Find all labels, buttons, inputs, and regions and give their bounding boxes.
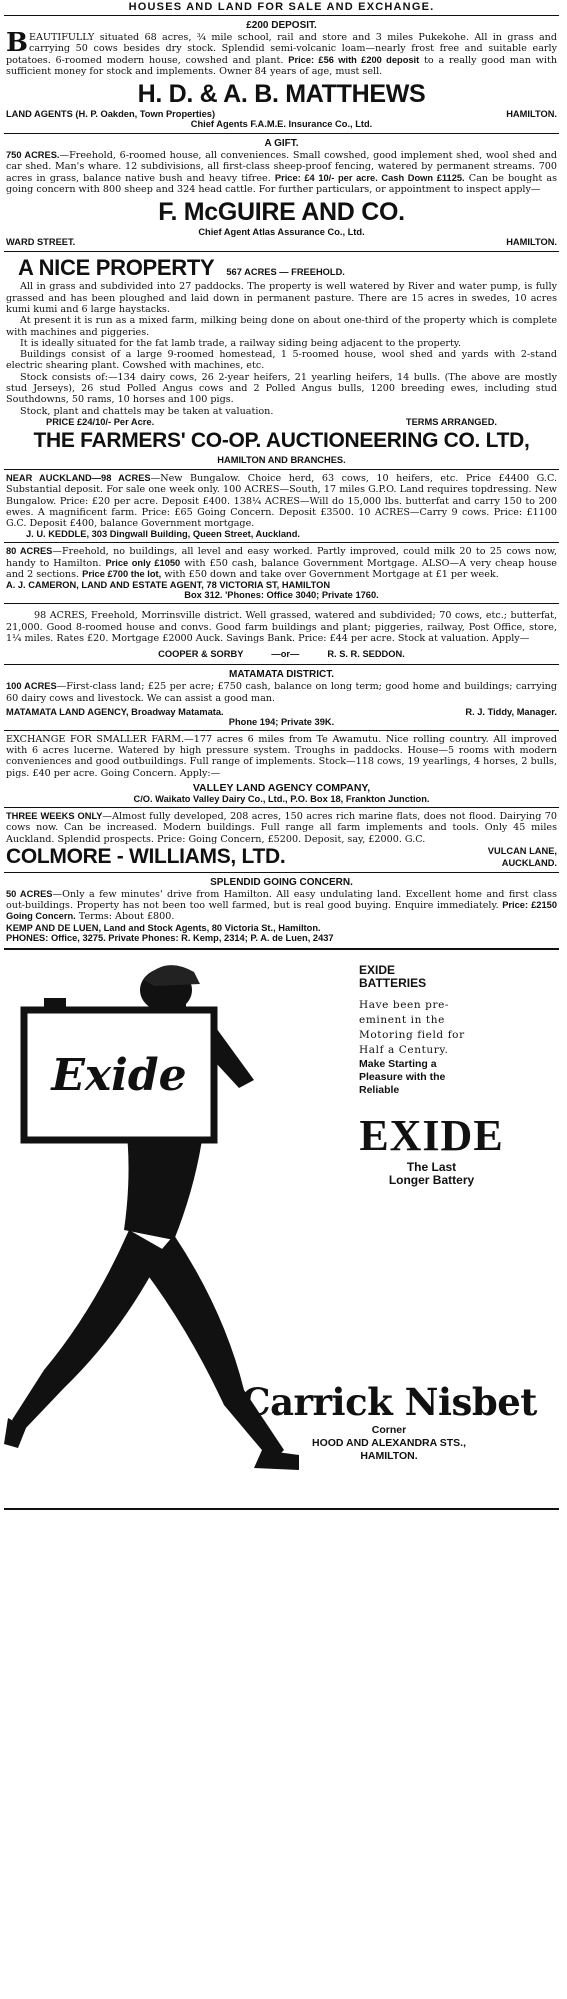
ad-price: Price: £4 10/- per acre. Cash Down £1125. xyxy=(274,172,465,183)
ad-para: It is ideally situated for the fat lamb trade, a railway siding being adjacent to the property. xyxy=(20,337,462,349)
ad-farmers-coop xyxy=(4,252,559,470)
ad-cooper-sorby xyxy=(4,604,559,665)
ad-body: EXCHANGE FOR SMALLER FARM.—177 acres 6 miles from Te Awamutu. Nice rolling country. All improved with 6 acres lucerne. Watered by high pressure system. Troughs in paddocks. House—5 rooms with modern conveniences and good outbuildings. Full range of implements. Stock—118 cows, 19 yearlings, 4 horses, 2 bulls, pigs. £40 per acre. Going Concern. Apply:— xyxy=(6,733,557,779)
agent-sub: Chief Agent Atlas Assurance Co., Ltd. xyxy=(198,227,365,238)
dealer-name: Carrick Nisbet xyxy=(241,1379,537,1424)
ad-para: All in grass and subdivided into 27 paddocks. The property is well watered by River and water pump, is fully grassed and has been ploughed and laid down in permanent pasture. There are 15 acres in swedes, 10 acres kumi kumi and 6 large haystacks. xyxy=(6,281,557,315)
ad-cameron xyxy=(4,543,559,604)
exide-plain-2: eminent in the xyxy=(359,1013,445,1026)
ad-exide xyxy=(4,948,559,1510)
agent-line: J. U. KEDDLE, 303 Dingwall Building, Queen Street, Auckland. xyxy=(26,529,300,540)
dealer-address: HOOD AND ALEXANDRA STS., xyxy=(311,1436,466,1449)
ad-body: NEAR AUCKLAND—98 ACRES—New Bungalow. Choice herd, 63 cows, 10 heifers, etc. Price £4400 G.C. Substantial deposit. For sale one week only. 100 ACRES—South, 17 miles G.P.O. Land requires topdressing. New Bungalow. Price: £20 per acre. Deposit £400. 138¼ ACRES—Will do 15,000 lbs. butterfat and carry 150 to 200 ewes. A magnificent farm. Price: £65 Going Concern. Deposit £3500. 10 ACRES—Carry 9 cows. Price: £1100 G.C. Deposit £400, balance Government mortgage. xyxy=(6,472,557,530)
ad-headline: £200 DEPOSIT. xyxy=(246,20,317,31)
ad-valley-land xyxy=(4,731,559,808)
section-title: HOUSES AND LAND FOR SALE AND EXCHANGE. xyxy=(4,0,559,16)
phones-line: Box 312. 'Phones: Office 3040; Private 1760. xyxy=(184,590,379,601)
dealer-block xyxy=(219,1380,559,1463)
ad-colmore-williams xyxy=(4,808,559,873)
ad-body: 50 ACRES—Only a few minutes' drive from Hamilton. All easy undulating land. Excellent home and first class out-buildings. Property has not been too well farmed, but is real good buying. Enquire immediately. Price: £2150 Going Concern. Terms: About £800. xyxy=(6,888,557,923)
exide-bold-2: Pleasure with the xyxy=(359,1070,446,1083)
ad-para: Stock, plant and chattels may be taken at valuation. xyxy=(20,405,274,417)
exide-plain-3: Motoring field for xyxy=(359,1028,465,1041)
firm-name: COLMORE - WILLIAMS, LTD. xyxy=(6,844,286,868)
ad-headline: MATAMATA DISTRICT. xyxy=(229,669,334,681)
exide-bold-1: Make Starting a xyxy=(359,1057,437,1070)
exide-bold-3: Reliable xyxy=(359,1083,400,1096)
agent-row: LAND AGENTS (H. P. Oakden, Town Properties) HAMILTON. xyxy=(6,109,557,120)
exide-tagline-2: Longer Battery xyxy=(388,1172,475,1187)
agent-row: WARD STREET. HAMILTON. xyxy=(6,237,557,248)
dealer-corner: Corner xyxy=(371,1423,407,1436)
agent-line: A. J. CAMERON, LAND AND ESTATE AGENT, 78 VICTORIA ST, HAMILTON xyxy=(6,580,331,591)
agent-row: MATAMATA LAND AGENCY, Broadway Matamata. R. J. Tiddy, Manager. xyxy=(6,706,557,717)
firm-name: F. McGUIRE AND CO. xyxy=(158,198,405,227)
ad-matamata xyxy=(4,665,559,731)
ad-price: Price: £56 with £200 deposit xyxy=(288,54,420,65)
agent-sub: HAMILTON AND BRANCHES. xyxy=(217,454,346,465)
agent-sub: Chief Agents F.A.M.E. Insurance Co., Ltd. xyxy=(190,119,373,130)
ad-headline: SPLENDID GOING CONCERN. xyxy=(210,876,353,888)
firm-address: VULCAN LANE, AUCKLAND. xyxy=(487,845,557,868)
ad-kemp-de-luen xyxy=(4,873,559,946)
exide-heading-2: BATTERIES xyxy=(359,975,427,990)
firm-name: VALLEY LAND AGENCY COMPANY, xyxy=(192,781,371,794)
phones-line: Phone 194; Private 39K. xyxy=(228,716,335,727)
exide-brand: EXIDE xyxy=(359,1110,504,1160)
firm-name: H. D. & A. B. MATTHEWS xyxy=(137,80,426,109)
firm-row xyxy=(6,845,557,869)
battery-terminal xyxy=(44,998,66,1012)
ad-para: Buildings consist of a large 9-roomed homestead, 1 5-roomed house, wool shed and yards with 2-stand electric shearing plant. Cowshed with machines, etc. xyxy=(6,349,557,372)
ad-body: 750 ACRES.—Freehold, 6-roomed house, all conveniences. Small cowshed, good implement shed, wool shed and car shed. Man's whare. 12 subdivisions, all first-class sheep-proof fencing, watered by permanent streams. 700 acres in grass, balance native bush and heavy tifree. Price: £4 10/- per acre. Cash Down £1125. Can be bought as going concern with 800 sheep and 324 head cattle. For further particulars, or appointment to inspect apply— xyxy=(6,150,558,196)
ad-body: 80 ACRES—Freehold, no buildings, all level and easy worked. Partly improved, could milk 20 to 25 cows now, handy to Hamilton. Price only £1050 with £50 cash, balance Government Mortgage. ALSO—A very cheap house and 2 sections. Price £700 the lot, with £50 down and take over Government Mortgage at £1 per week. xyxy=(6,546,558,581)
ad-title: A NICE PROPERTY xyxy=(18,255,215,281)
runner-cap xyxy=(144,965,200,986)
ad-headline: A GIFT. xyxy=(264,138,299,150)
agents-row: COOPER & SORBY —or— R. S. R. SEDDON. xyxy=(158,649,405,660)
agent-sub: C/O. Waikato Valley Dairy Co., Ltd., P.O. Box 18, Frankton Junction. xyxy=(133,793,430,804)
exide-plain-4: Half a Century. xyxy=(359,1043,449,1056)
ad-body: 98 ACRES, Freehold, Morrinsville district. Well grassed, watered and subdivided; 70 cows, etc.; butterfat, 21,000. Good 8-roomed house and convs. Good farm buildings and plant; piggeries, railway, Post Office, store, 1¼ miles. Rates £20. Mortgage £2000 Auck. Savings Bank. Price: £44 per acre. Stock at valuation. Apply— xyxy=(6,610,557,644)
firm-name: THE FARMERS' CO-OP. AUCTIONEERING CO. LTD, xyxy=(33,428,530,452)
ad-mcguire xyxy=(4,134,559,252)
exide-plain-1: Have been pre- xyxy=(359,998,450,1011)
battery-terminal xyxy=(164,998,186,1012)
exide-tagline-1: The Last xyxy=(406,1159,457,1174)
price-row: PRICE £24/10/- Per Acre. TERMS ARRANGED. xyxy=(46,416,497,427)
ad-para: At present it is run as a mixed farm, milking being done on about one-third of the property which is complete with machines and piggeries. xyxy=(6,315,557,338)
agent-line: KEMP AND DE LUEN, Land and Stock Agents, 80 Victoria St., Hamilton. xyxy=(6,922,321,933)
newspaper-page xyxy=(4,0,559,1510)
dealer-town: HAMILTON. xyxy=(360,1449,418,1462)
exide-copy xyxy=(304,964,559,1187)
drop-cap: B xyxy=(6,28,28,58)
ad-para: Stock consists of:—134 dairy cows, 26 2-year heifers, 21 yearling heifers, 14 bulls. (The above are mostly stud Jerseys), 26 stud Polled Angus cows and 2 Polled Angus bulls, 1200 breeding ewes, including stud Southdowns, 50 rams, 10 horses and 100 pigs. xyxy=(6,371,557,406)
runner-leg-back xyxy=(12,1230,164,1430)
ad-subtitle: 567 ACRES — FREEHOLD. xyxy=(226,267,345,278)
ad-body: 100 ACRES—First-class land; £25 per acre; £750 cash, balance on long term; good home and buildings; carrying 60 dairy cows and livestock. We can assist a good man. xyxy=(6,681,557,704)
exide-logo: Exide xyxy=(51,1049,187,1101)
ad-matthews xyxy=(4,16,559,134)
exide-heading: EXIDE xyxy=(359,962,396,977)
phones-line: PHONES: Office, 3275. Private Phones: R. Kemp, 2314; P. A. de Luen, 2437 xyxy=(6,932,334,943)
ad-body: BEAUTIFULLY situated 68 acres, ¾ mile school, rail and store and 3 miles Pukekohe. All in grass and carrying 50 cows besides dry stock. Splendid semi-volcanic loam—nearly frost free and suitable early potatoes. 6-roomed modern house, cowshed and plant. Price: £56 with £200 deposit to a really good man with sufficient money for stock and implements. Owner 84 years of age, must sell. xyxy=(6,28,557,77)
ad-keddle xyxy=(4,470,559,543)
ad-body: THREE WEEKS ONLY—Almost fully developed, 208 acres, 150 acres rich marine flats, does not flood. Dairying 70 cows now. Can be increased. Modern buildings. Full range all farm implements and tools. Only 45 miles Auckland. Splendid prospects. Price: Going Concern, £5200. Deposit, say, £2000. G.C. xyxy=(6,810,557,845)
